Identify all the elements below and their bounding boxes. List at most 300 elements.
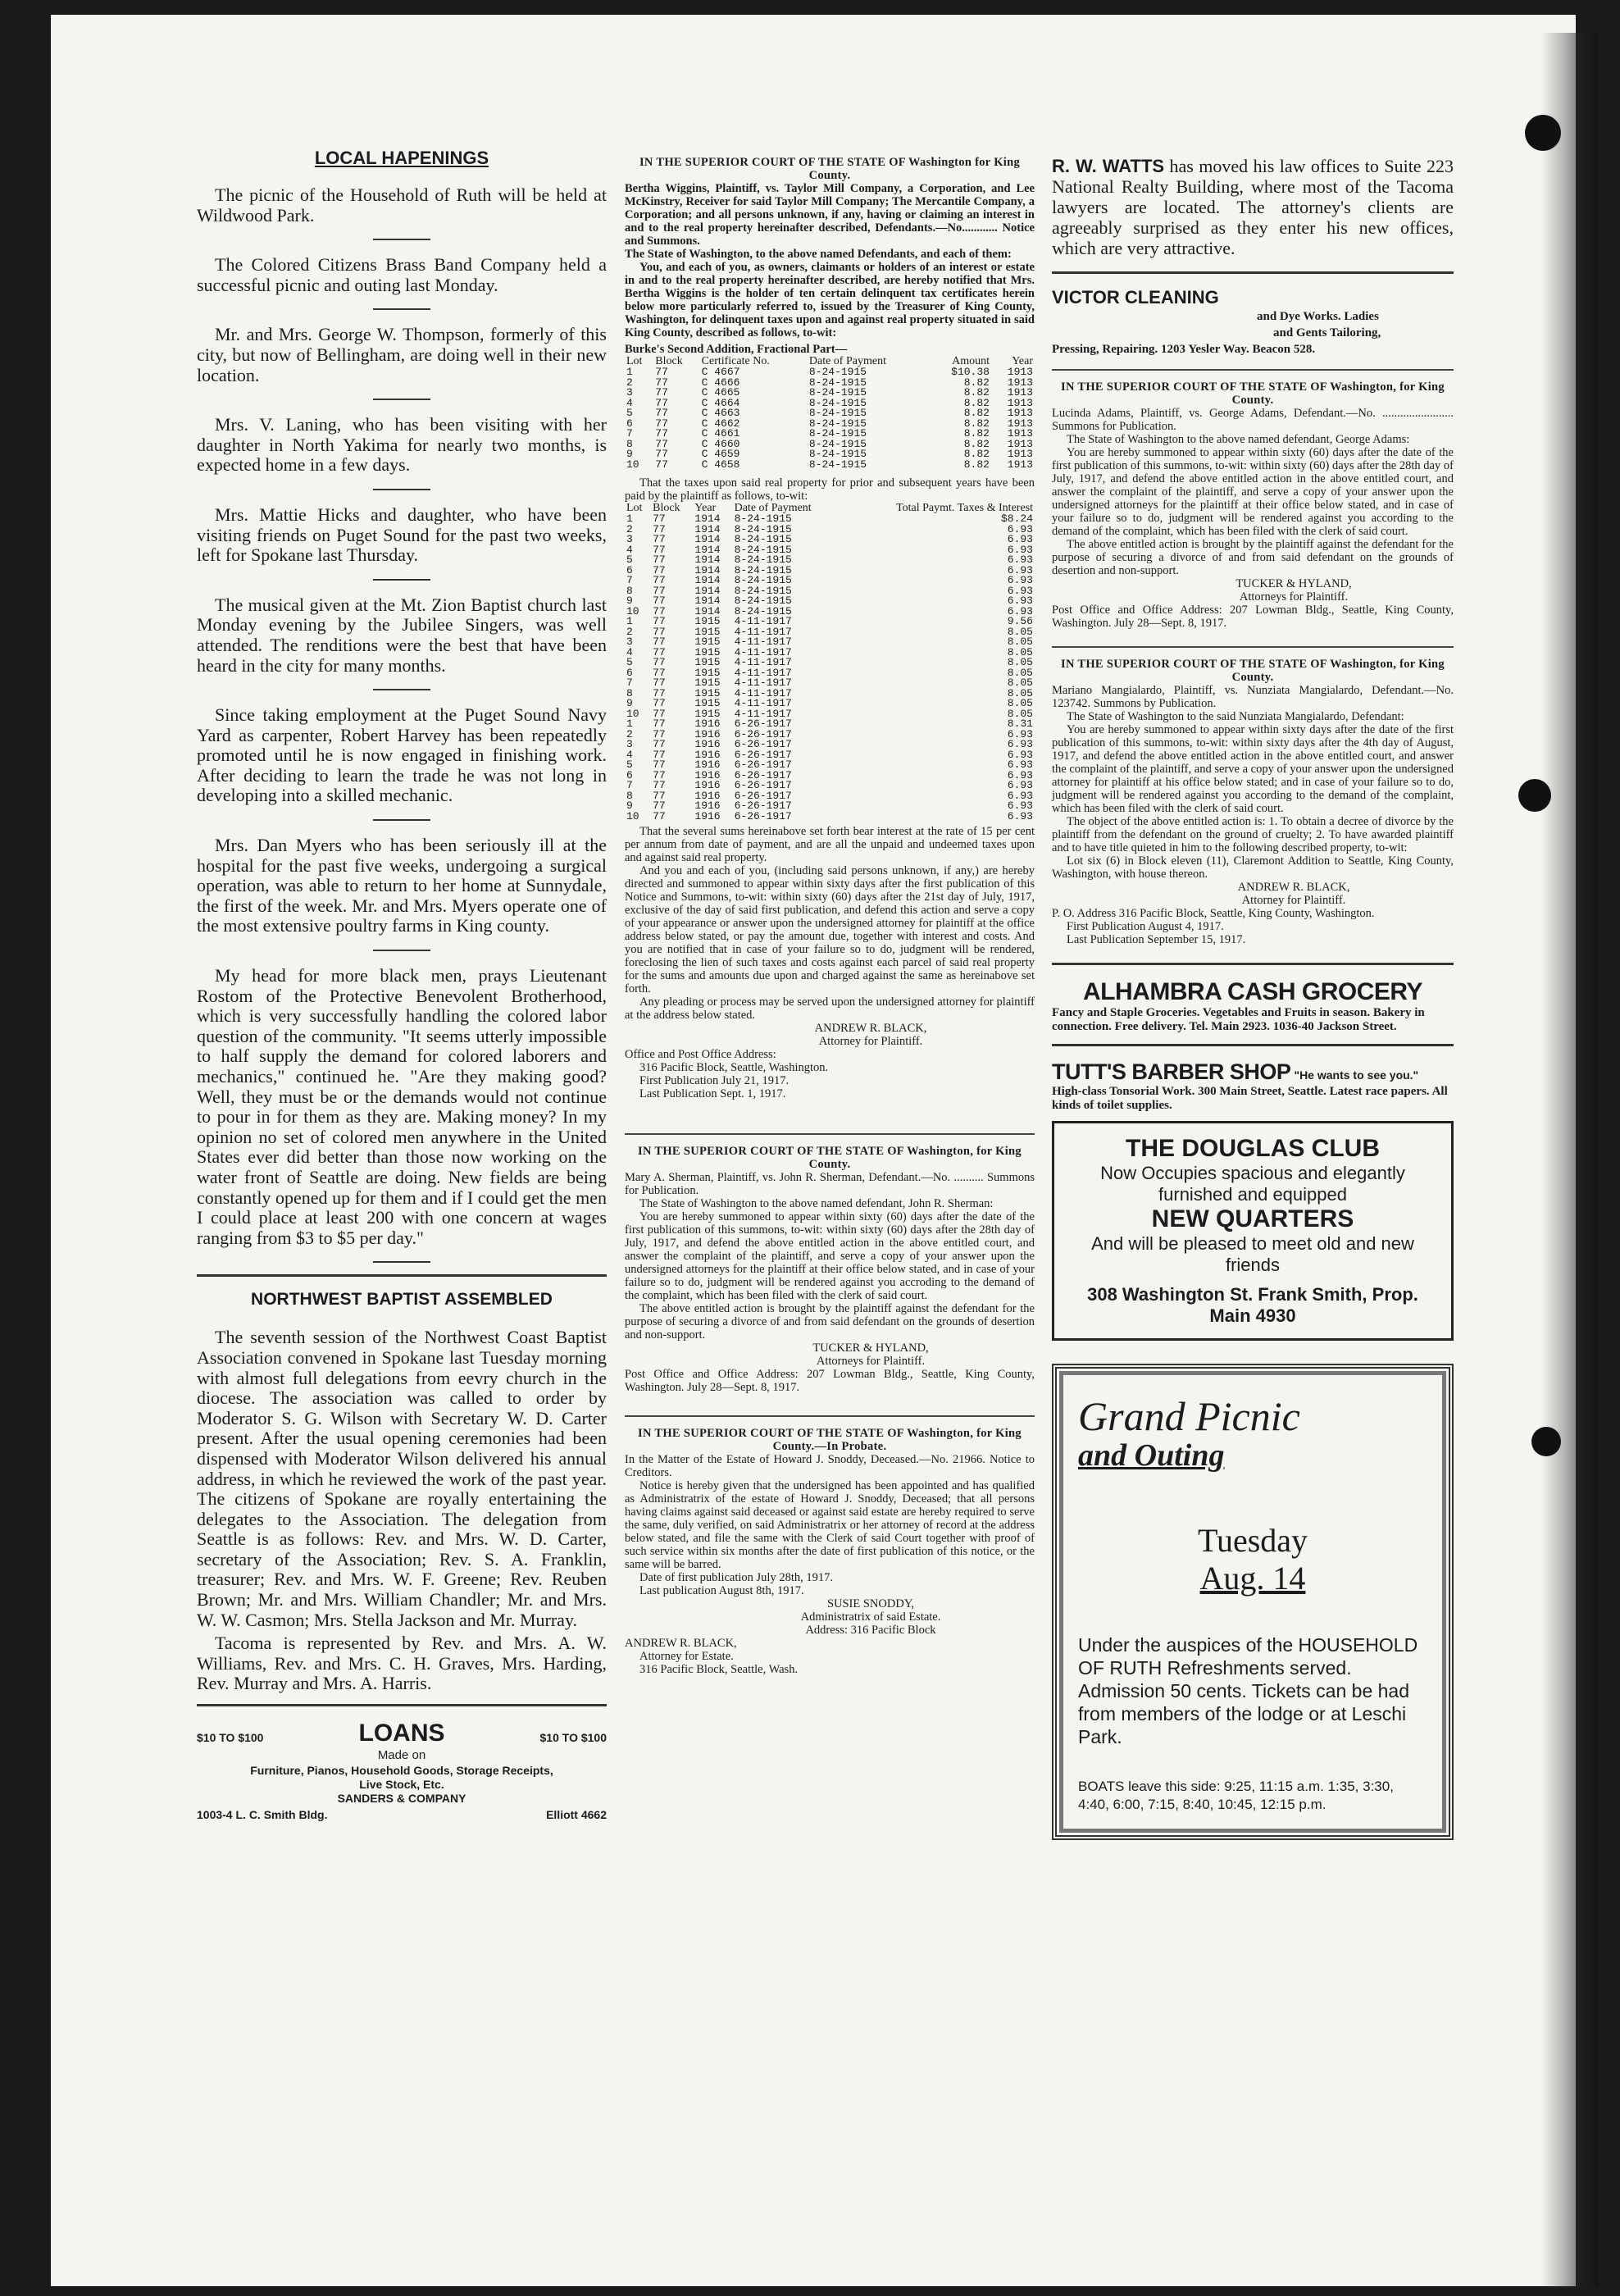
loans-range-left: $10 TO $100	[197, 1731, 264, 1745]
table-cell: 77	[653, 718, 666, 730]
table-cell: 1916	[694, 809, 721, 822]
table-cell: 2	[626, 376, 633, 389]
table-cell: 6-26-1917	[734, 800, 792, 812]
table-cell: 1915	[694, 697, 721, 709]
notice-divider-2	[625, 1415, 1035, 1417]
table-cell: 4	[626, 543, 633, 556]
table-cell: 77	[653, 768, 666, 781]
local-item: The Colored Citizens Brass Band Company held a successful picnic and outing last Monday.	[197, 254, 607, 295]
loans-address: 1003-4 L. C. Smith Bldg.	[197, 1808, 328, 1822]
mangialardo-last-pub: Last Publication September 15, 1917.	[1067, 933, 1246, 946]
table-row	[625, 460, 1035, 471]
table-cell: 4-11-1917	[734, 645, 792, 658]
table-header: Date of Payment	[734, 502, 812, 514]
table-cell: 1913	[1007, 427, 1033, 440]
table-cell: 77	[655, 458, 668, 471]
table-cell: 8.82	[963, 407, 990, 419]
table-cell: 77	[653, 656, 666, 668]
table-cell: 77	[655, 427, 668, 440]
table-cell: 1915	[694, 686, 721, 699]
table-cell: 7	[626, 574, 633, 586]
table-cell: 6.93	[1007, 574, 1033, 586]
table-cell: 1914	[694, 543, 721, 556]
douglas-line-2: And will be pleased to meet old and new friends	[1091, 1233, 1414, 1275]
table-cell: 1915	[694, 625, 721, 638]
loans-items: Furniture, Pianos, Household Goods, Storage Receipts, Live Stock, Etc.	[250, 1764, 553, 1792]
table-cell: 8	[626, 686, 633, 699]
watts-name: R. W. WATTS	[1052, 156, 1165, 176]
table-header: Year	[694, 502, 717, 514]
table-row	[625, 607, 1035, 617]
table-cell: 77	[653, 512, 666, 525]
table-cell: 5	[626, 758, 633, 771]
item-separator	[373, 819, 430, 821]
table-cell: 2	[626, 625, 633, 638]
loans-ad	[197, 1720, 607, 1821]
table-cell: 8.05	[1007, 666, 1033, 679]
mangialardo-signature-name: ANDREW R. BLACK,	[1237, 881, 1350, 894]
table-cell: 6.93	[1007, 738, 1033, 750]
table-header: Date of Payment	[808, 355, 886, 367]
table-row	[625, 637, 1035, 648]
table-cell: 1916	[694, 748, 721, 761]
table-cell: 8-24-1915	[808, 396, 867, 409]
table-cell: 6	[626, 768, 633, 781]
table-row	[625, 709, 1035, 720]
mangialardo-first-pub: First Publication August 4, 1917.	[1067, 920, 1224, 933]
table-cell: 6-26-1917	[734, 758, 792, 771]
table-cell: 1914	[694, 584, 721, 597]
table-cell: 8.05	[1007, 656, 1033, 668]
table-cell: 77	[653, 676, 666, 689]
sherman-signature-title: Attorneys for Plaintiff.	[816, 1355, 926, 1368]
rule-alhambra	[1052, 963, 1454, 965]
table-cell: 1916	[694, 768, 721, 781]
table-cell: 77	[653, 686, 666, 699]
table-cell: 4-11-1917	[734, 686, 792, 699]
local-item: Mrs. Mattie Hicks and daughter, who have been visiting friends on Puget Sound for the past two weeks, left for Spokane last Thursday.	[197, 503, 607, 566]
table-cell: 8-24-1915	[808, 376, 867, 389]
table-cell: 77	[653, 738, 666, 750]
table-row	[625, 535, 1035, 545]
table-header: Year	[1012, 355, 1033, 367]
table-cell: 8-24-1915	[734, 533, 792, 545]
mangialardo-heading: IN THE SUPERIOR COURT OF THE STATE OF Washington, for King County.	[1061, 658, 1445, 684]
table-cell: 1	[626, 615, 633, 627]
table-cell: 6.93	[1007, 779, 1033, 791]
tax-first-pub: First Publication July 21, 1917.	[639, 1074, 790, 1087]
rule-victor	[1052, 271, 1454, 274]
local-item: Mrs. V. Laning, who has been visiting with her daughter in North Yakima for nearly two months, is expected home in a few days.	[197, 414, 607, 476]
tutt-tagline: "He wants to see you."	[1294, 1068, 1419, 1082]
table-cell: 3	[626, 636, 633, 648]
loans-range-right: $10 TO $100	[539, 1731, 607, 1745]
table-row	[625, 555, 1035, 566]
local-item: The musical given at the Mt. Zion Baptist church last Monday evening by the Jubilee Singers, was well attended. The renditions were the best that have been heard in the city for many months.	[197, 594, 607, 676]
table-cell: 8-24-1915	[734, 512, 792, 525]
table-cell: 5	[626, 407, 633, 419]
table-cell: 77	[653, 604, 666, 617]
table-cell: 1913	[1007, 366, 1033, 378]
table-cell: 6-26-1917	[734, 768, 792, 781]
table-row	[625, 525, 1035, 535]
table-cell: C 4659	[701, 448, 740, 460]
adams-caption: Lucinda Adams, Plaintiff, vs. George Adams, Defendant.—No. ........................ Summons for Publication.	[1052, 407, 1454, 433]
table-cell: 8-24-1915	[808, 427, 867, 440]
douglas-line-1: Now Occupies spacious and elegantly furnished and equipped	[1100, 1163, 1405, 1205]
table-cell: 77	[653, 574, 666, 586]
table-cell: 8.82	[963, 396, 990, 409]
item-separator	[373, 1261, 430, 1263]
punch-hole-top	[1525, 115, 1561, 151]
table-cell: 2	[626, 727, 633, 740]
adams-p2: You are hereby summoned to appear within sixty (60) days after the date of the first publication of this summons, to-wit: within sixty (60) days after the 28th day of July, 1917, and defend the above entitled action in the above entitled court, and answer the complaint of the plaintiff, and serve a copy of your answer upon the undersigned attorneys for the plaintiff at their office below stated, and in case of your failure so to do, judgment will be rendered against you according to the demand of the complaint, which has been filed with the clerk of said court.	[1052, 446, 1454, 538]
table-cell: 77	[653, 800, 666, 812]
table-cell: 77	[653, 522, 666, 535]
table-header: Block	[653, 502, 680, 514]
table-cell: 6.93	[1007, 768, 1033, 781]
table-row	[625, 740, 1035, 750]
table-cell: 1916	[694, 800, 721, 812]
table-cell: 77	[653, 554, 666, 566]
adams-signature-title: Attorneys for Plaintiff.	[1239, 590, 1349, 604]
table-row	[625, 514, 1035, 525]
baptist-heading: NORTHWEST BAPTIST ASSEMBLED	[251, 1290, 553, 1310]
table-cell: 1916	[694, 718, 721, 730]
sherman-caption: Mary A. Sherman, Plaintiff, vs. John R. Sherman, Defendant.—No. .......... Summons for Publication.	[625, 1171, 1035, 1197]
table-cell: 6-26-1917	[734, 738, 792, 750]
sherman-signature-name: TUCKER & HYLAND,	[812, 1342, 929, 1355]
table-cell: 6	[626, 563, 633, 576]
table-cell: 4-11-1917	[734, 676, 792, 689]
item-separator	[373, 950, 430, 951]
table-cell: 8.05	[1007, 686, 1033, 699]
table-cell: 8-24-1915	[734, 594, 792, 607]
section-rule-2	[197, 1704, 607, 1706]
probate-attorney-name: ANDREW R. BLACK,	[625, 1637, 737, 1650]
table-cell: 8.82	[963, 427, 990, 440]
table-cell: C 4667	[701, 366, 740, 378]
table-cell: 9	[626, 697, 633, 709]
table-cell: $8.24	[1000, 512, 1033, 525]
table-cell: 77	[653, 636, 666, 648]
table-cell: 8.05	[1007, 697, 1033, 709]
table-row	[625, 668, 1035, 679]
table-cell: 77	[655, 396, 668, 409]
tax-last-pub: Last Publication Sept. 1, 1917.	[639, 1087, 786, 1100]
table-cell: 1913	[1007, 448, 1033, 460]
rule-tutt	[1052, 1044, 1454, 1046]
payment-table	[625, 503, 1035, 822]
section-rule	[197, 1274, 607, 1277]
tutt-ad	[1052, 1059, 1454, 1113]
table-cell: 1913	[1007, 458, 1033, 471]
table-cell: 1913	[1007, 407, 1033, 419]
table-row	[625, 760, 1035, 771]
table-cell: 1915	[694, 615, 721, 627]
local-item: Mr. and Mrs. George W. Thompson, formerly of this city, but now of Bellingham, are doing well in their new location.	[197, 324, 607, 385]
table-cell: 77	[655, 448, 668, 460]
table-cell: 77	[653, 707, 666, 720]
table-cell: 8-24-1915	[808, 417, 867, 430]
table-cell: C 4661	[701, 427, 740, 440]
table-cell: 8.82	[963, 376, 990, 389]
table-cell: 6.93	[1007, 554, 1033, 566]
table-cell: 1916	[694, 779, 721, 791]
victor-ad	[1052, 287, 1454, 358]
probate-signature-name: SUSIE SNODDY,	[826, 1597, 915, 1610]
local-happenings-list	[197, 185, 607, 1263]
sherman-p3: The above entitled action is brought by the plaintiff against the defendant for the purpose of securing a divorce of and from said defendant on the grounds of desertion and non-support.	[625, 1302, 1035, 1342]
tutt-title: TUTT'S BARBER SHOP	[1052, 1059, 1291, 1084]
table-cell: 8-24-1915	[734, 584, 792, 597]
table-cell: 4-11-1917	[734, 636, 792, 648]
table-cell: 9.56	[1007, 615, 1033, 627]
tax-notice-p4: That the several sums hereinabove set forth bear interest at the rate of 15 per cent per annum from date of payment, and are all the unpaid and undeemed taxes upon and against said real property.	[625, 825, 1035, 864]
table-cell: C 4664	[701, 396, 740, 409]
table-cell: 1915	[694, 676, 721, 689]
sherman-heading: IN THE SUPERIOR COURT OF THE STATE OF Washington, for King County.	[638, 1145, 1022, 1171]
probate-heading: IN THE SUPERIOR COURT OF THE STATE OF Washington, for King County.—In Probate.	[638, 1427, 1022, 1453]
victor-line-1: and Dye Works. Ladies	[1257, 310, 1379, 323]
probate-p1: Notice is hereby given that the undersigned has been appointed and has qualified as Administratrix of the estate of Howard J. Snoddy, Deceased; that all persons having claims against said deceased or against said estate are hereby required to serve the same, duly verified, on said Administratrix or her attorney of record at the address below stated, and file the same with the Clerk of said Court together with proof of such service within six months after the date of first publication of this notice, or the same will be barred.	[625, 1479, 1035, 1571]
table-cell: 8	[626, 789, 633, 802]
table-cell: 6.93	[1007, 789, 1033, 802]
local-item: My head for more black men, prays Lieutenant Rostom of the Protective Benevolent Brotherhood, which is very successfully handling the colored labor question of the community. "It seems utterly impossible to half supply the demand for colored laborers and mechanics," continued he. "Are they making good? Well, they must be or the demands would not continue to pour in for them as they are. Making money? In my opinion no set of colored men anywhere in the United States ever did better than those now working on the water front of Seattle are doing. New fields are being constantly opened up for them and if I could get the men I could place at least 200 with one concern at wages ranging from $3 to $5 per day."	[197, 965, 607, 1248]
table-cell: 77	[653, 533, 666, 545]
table-cell: 77	[653, 727, 666, 740]
table-cell: 8-24-1915	[734, 563, 792, 576]
table-cell: 6.93	[1007, 748, 1033, 761]
local-item: The picnic of the Household of Ruth will be held at Wildwood Park.	[197, 184, 607, 226]
table-row	[625, 801, 1035, 812]
table-cell: 77	[653, 543, 666, 556]
table-cell: 8	[626, 584, 633, 597]
column-middle	[625, 156, 1035, 1676]
table-header: Amount	[952, 355, 990, 367]
table-cell: 10	[626, 604, 639, 617]
table-cell: 77	[653, 563, 666, 576]
loans-phone: Elliott 4662	[546, 1808, 607, 1822]
table-header: Total Paymt. Taxes & Interest	[896, 502, 1033, 514]
mangialardo-p2: You are hereby summoned to appear within sixty days after the date of the first publication of this summons, to-wit: within sixty days after the 4th day of August, 1917, and defend the above entitled action in the above entitled court, and answer the complaint of the plaintiff, and serve a copy of your answer upon the undersigned attorney for plaintiff at his office below stated; and in case of your failure so to do, judgment will be rendered against you according to the demand of the complaint, which has been filed with the clerk of said court.	[1052, 723, 1454, 815]
tax-office-label: Office and Post Office Address:	[625, 1048, 776, 1061]
table-cell: 9	[626, 594, 633, 607]
table-cell: 6-26-1917	[734, 809, 792, 822]
table-cell: 6.93	[1007, 563, 1033, 576]
table-cell: 6.93	[1007, 727, 1033, 740]
table-cell: 10	[626, 809, 639, 822]
table-row	[625, 730, 1035, 740]
table-cell: 1914	[694, 522, 721, 535]
table-cell: 8	[626, 437, 633, 450]
table-cell: 6-26-1917	[734, 789, 792, 802]
probate-attorney-address: 316 Pacific Block, Seattle, Wash.	[639, 1663, 799, 1676]
table-cell: 7	[626, 427, 633, 440]
table-cell: 9	[626, 448, 633, 460]
picnic-subtitle: and Outing	[1078, 1438, 1225, 1473]
table-cell: 2	[626, 522, 633, 535]
certificate-table	[625, 356, 1035, 470]
table-cell: 8-24-1915	[808, 366, 867, 378]
table-cell: 8-24-1915	[808, 448, 867, 460]
table-row	[625, 750, 1035, 761]
table-cell: 1916	[694, 789, 721, 802]
table-cell: 1915	[694, 636, 721, 648]
table-cell: 6.93	[1007, 758, 1033, 771]
table-cell: 6-26-1917	[734, 748, 792, 761]
column-right	[1052, 156, 1454, 1840]
table-cell: 8.82	[963, 386, 990, 399]
table-row	[625, 678, 1035, 689]
table-cell: 6.93	[1007, 533, 1033, 545]
table-cell: 8-24-1915	[734, 574, 792, 586]
item-separator	[373, 579, 430, 581]
table-cell: 8.05	[1007, 636, 1033, 648]
table-header: Block	[655, 355, 683, 367]
picnic-body: Under the auspices of the HOUSEHOLD OF RUTH Refreshments served. Admission 50 cents. Tickets can be had from members of the lodge or at Leschi Park.	[1078, 1634, 1418, 1747]
table-cell: 6	[626, 666, 633, 679]
tutt-text: High-class Tonsorial Work. 300 Main Street, Seattle. Latest race papers. All kinds of toilet supplies.	[1052, 1085, 1448, 1112]
table-row	[625, 689, 1035, 699]
item-separator	[373, 489, 430, 490]
table-cell: 1915	[694, 707, 721, 720]
table-cell: 7	[626, 676, 633, 689]
table-cell: 10	[626, 707, 639, 720]
table-cell: 1915	[694, 656, 721, 668]
item-separator	[373, 308, 430, 310]
table-cell: 8.82	[963, 448, 990, 460]
victor-title: VICTOR CLEANING	[1052, 287, 1219, 308]
douglas-address: 308 Washington St. Frank Smith, Prop.	[1087, 1284, 1418, 1305]
table-cell: 6.93	[1007, 584, 1033, 597]
table-cell: 1	[626, 366, 633, 378]
table-cell: 8.82	[963, 458, 990, 471]
adams-p3: The above entitled action is brought by the plaintiff against the defendant for the purpose of securing a divorce of and from said defendant on the grounds of desertion and non-support.	[1052, 538, 1454, 577]
table-cell: 8.05	[1007, 645, 1033, 658]
mangialardo-caption: Mariano Mangialardo, Plaintiff, vs. Nunziata Mangialardo, Defendant.—No. 123742. Summons by Publication.	[1052, 684, 1454, 710]
table-cell: 77	[653, 594, 666, 607]
table-cell: 6	[626, 417, 633, 430]
douglas-title: THE DOUGLAS CLUB	[1126, 1135, 1380, 1162]
table-cell: 77	[653, 666, 666, 679]
mangialardo-p1: The State of Washington to the said Nunziata Mangialardo, Defendant:	[1067, 710, 1404, 723]
victor-line-2: and Gents Tailoring,	[1273, 326, 1381, 339]
grand-picnic-ad	[1052, 1364, 1454, 1840]
table-row	[625, 566, 1035, 576]
table-cell: 1913	[1007, 437, 1033, 450]
table-cell: 5	[626, 656, 633, 668]
table-cell: 8-24-1915	[808, 458, 867, 471]
alhambra-text: Fancy and Staple Groceries. Vegetables and Fruits in season. Bakery in connection. Free delivery. Tel. Main 2923. 1036-40 Jackson Street.	[1052, 1006, 1425, 1033]
table-cell: C 4660	[701, 437, 740, 450]
adams-signature-name: TUCKER & HYLAND,	[1235, 577, 1352, 590]
table-cell: 4	[626, 748, 633, 761]
table-row	[625, 781, 1035, 791]
adams-p1: The State of Washington to the above named defendant, George Adams:	[1067, 433, 1410, 446]
picnic-date: Aug. 14	[1199, 1560, 1306, 1597]
douglas-new-quarters: NEW QUARTERS	[1151, 1205, 1354, 1232]
tax-office-address: 316 Pacific Block, Seattle, Washington.	[639, 1061, 829, 1074]
table-cell: 8-24-1915	[734, 604, 792, 617]
table-cell: 8-24-1915	[808, 407, 867, 419]
table-cell: 77	[653, 758, 666, 771]
probate-date-last: Last publication August 8th, 1917.	[639, 1584, 804, 1597]
table-cell: 6.93	[1007, 800, 1033, 812]
table-cell: 1914	[694, 512, 721, 525]
table-header: Lot	[626, 502, 643, 514]
table-cell: C 4665	[701, 386, 740, 399]
table-row	[625, 617, 1035, 627]
table-cell: 3	[626, 738, 633, 750]
table-cell: 77	[653, 809, 666, 822]
tax-notice-p2: You, and each of you, as owners, claimants or holders of an interest or estate in and to the real property hereinafter described, are hereby notified that Mrs. Bertha Wiggins is the holder of ten certain delinquent tax certificates herein below more particularly referred to, issued by the Treasurer of King County, Washington, for delinquent taxes upon and against real property situated in said King County, described as follows, to-wit:	[625, 261, 1035, 339]
table-cell: 77	[655, 417, 668, 430]
table-cell: 1915	[694, 666, 721, 679]
probate-attorney-title: Attorney for Estate.	[639, 1650, 734, 1663]
table-cell: 1913	[1007, 396, 1033, 409]
adams-heading: IN THE SUPERIOR COURT OF THE STATE OF Washington, for King County.	[1061, 380, 1445, 407]
alhambra-title: ALHAMBRA CASH GROCERY	[1083, 978, 1422, 1005]
tax-notice-p3: That the taxes upon said real property for prior and subsequent years have been paid by the plaintiff as follows, to-wit:	[625, 476, 1035, 503]
table-cell: C 4658	[701, 458, 740, 471]
table-cell: 1914	[694, 594, 721, 607]
table-cell: 6-26-1917	[734, 779, 792, 791]
table-cell: 6.93	[1007, 522, 1033, 535]
table-cell: 1913	[1007, 417, 1033, 430]
item-separator	[373, 399, 430, 400]
table-cell: 4	[626, 645, 633, 658]
table-cell: 8-24-1915	[808, 437, 867, 450]
table-row	[625, 719, 1035, 730]
table-cell: 1914	[694, 563, 721, 576]
mangialardo-signature-title: Attorney for Plaintiff.	[1241, 894, 1346, 907]
probate-caption: In the Matter of the Estate of Howard J. Snoddy, Deceased.—No. 21966. Notice to Creditors.	[625, 1453, 1035, 1479]
table-cell: 8-24-1915	[734, 543, 792, 556]
mangialardo-p4: Lot six (6) in Block eleven (11), Claremont Addition to Seattle, King County, Washington, with house thereon.	[1052, 854, 1454, 881]
table-row	[625, 648, 1035, 658]
table-cell: 8.05	[1007, 707, 1033, 720]
page-shadow-edge	[1541, 33, 1599, 2288]
table-cell: 3	[626, 533, 633, 545]
table-cell: 77	[653, 625, 666, 638]
table-cell: 1916	[694, 738, 721, 750]
loans-company: SANDERS & COMPANY	[337, 1792, 466, 1806]
notice-divider	[625, 1133, 1035, 1135]
table-cell: 6-26-1917	[734, 727, 792, 740]
table-row	[625, 596, 1035, 607]
table-cell: 4-11-1917	[734, 615, 792, 627]
table-row	[625, 576, 1035, 586]
probate-signature-title: Administratrix of said Estate.	[800, 1610, 941, 1624]
table-cell: C 4662	[701, 417, 740, 430]
baptist-paragraph-2: Tacoma is represented by Rev. and Mrs. A. W. Williams, Rev. and Mrs. C. H. Graves, Mrs. Harding, Rev. Murray and Mrs. A. Harris.	[197, 1633, 607, 1694]
table-cell: 1	[626, 718, 633, 730]
table-cell: 6.93	[1007, 809, 1033, 822]
table-row	[625, 771, 1035, 781]
table-cell: $10.38	[951, 366, 990, 378]
table-row	[625, 545, 1035, 556]
table-cell: 1914	[694, 574, 721, 586]
table-cell: 6-26-1917	[734, 718, 792, 730]
table-cell: 1913	[1007, 386, 1033, 399]
table-cell: 3	[626, 386, 633, 399]
table-row	[625, 586, 1035, 597]
table-cell: 77	[653, 779, 666, 791]
table-cell: 4-11-1917	[734, 697, 792, 709]
table-cell: 77	[653, 697, 666, 709]
column-left	[197, 148, 607, 1821]
